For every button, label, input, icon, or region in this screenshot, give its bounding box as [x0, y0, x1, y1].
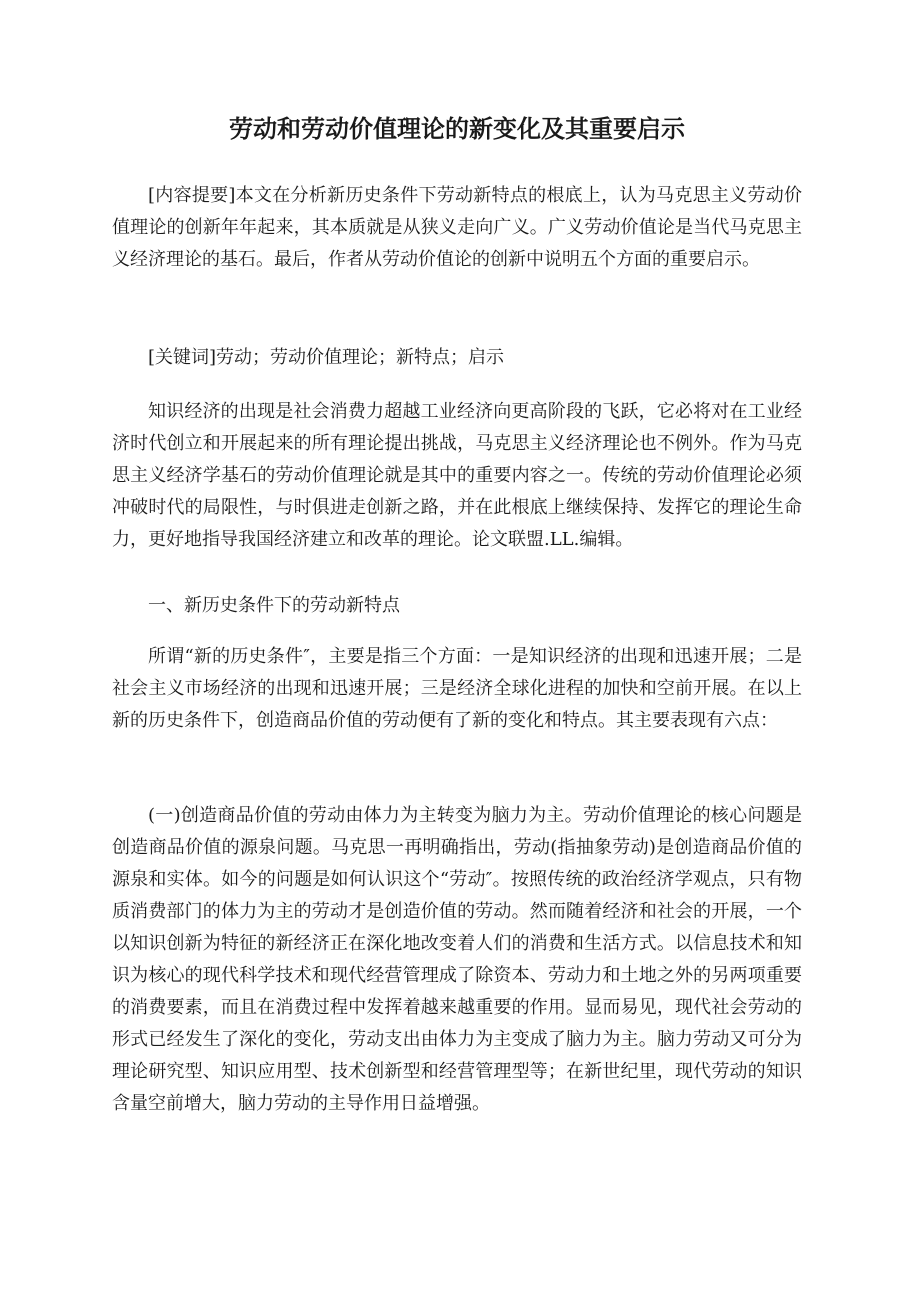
- context-paragraph: 所谓“新的历史条件″，主要是指三个方面：一是知识经济的出现和迅速开展；二是社会主义市场经济的出现和迅速开展；三是经济全球化进程的加快和空前开展。在以上新的历史条件下，创造商品价值的劳动便有了新的变化和特点。其主要表现有六点：: [112, 646, 802, 731]
- document-title: 劳动和劳动价值理论的新变化及其重要启示: [229, 115, 685, 143]
- point-one-paragraph: (一)创造商品价值的劳动由体力为主转变为脑力为主。劳动价值理论的核心问题是创造商品价值的源泉问题。马克思一再明确指出，劳动(指抽象劳动)是创造商品价值的源泉和实体。如今的问题是如何认识这个“劳动″。按照传统的政治经济学观点，只有物质消费部门的体力为主的劳动才是创造价值的劳动。然而随着经济和社会的开展，一个以知识创新为特征的新经济正在深化地改变着人们的消费和生活方式。以信息技术和知识为核心的现代科学技术和现代经营管理成了除资本、劳动力和土地之外的另两项重要的消费要素，而且在消费过程中发挥着越来越重要的作用。显而易见，现代社会劳动的形式已经发生了深化的变化，劳动支出由体力为主变成了脑力为主。脑力劳动又可分为理论研究型、知识应用型、技术创新型和经营管理型等；在新世纪里，现代劳动的知识含量空前增大，脑力劳动的主导作用日益增强。: [112, 805, 802, 1114]
- section-heading: 一、新历史条件下的劳动新特点: [148, 595, 400, 616]
- keywords-paragraph: [关键词]劳动；劳动价值理论；新特点；启示: [148, 347, 505, 368]
- intro-paragraph: 知识经济的出现是社会消费力超越工业经济向更高阶段的飞跃，它必将对在工业经济时代创立和开展起来的所有理论提出挑战，马克思主义经济理论也不例外。作为马克思主义经济学基石的劳动价值理论就是其中的重要内容之一。传统的劳动价值理论必须冲破时代的局限性，与时俱进走创新之路，并在此根底上继续保持、发挥它的理论生命力，更好地指导我国经济建立和改革的理论。论文联盟.LL.编辑。: [112, 401, 802, 550]
- abstract-paragraph: [内容提要]本文在分析新历史条件下劳动新特点的根底上，认为马克思主义劳动价值理论的创新年年起来，其本质就是从狭义走向广义。广义劳动价值论是当代马克思主义经济理论的基石。最后，作者从劳动价值论的创新中说明五个方面的重要启示。: [112, 185, 802, 270]
